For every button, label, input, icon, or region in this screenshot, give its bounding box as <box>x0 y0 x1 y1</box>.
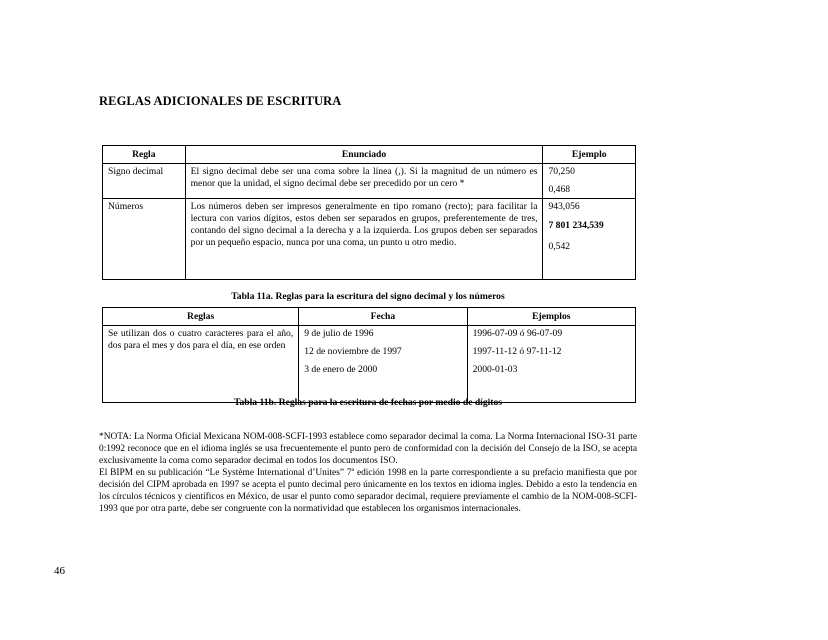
column-header-reglas: Reglas <box>103 308 299 326</box>
ejemplos-cell <box>467 326 635 403</box>
column-header-enunciado: Enunciado <box>185 146 543 164</box>
table-header-row <box>103 308 636 326</box>
date-value: 12 de noviembre de 1997 <box>304 346 402 357</box>
example-value: 0,542 <box>548 241 571 252</box>
example-value: 0,468 <box>548 184 571 195</box>
column-header-regla: Regla <box>103 146 186 164</box>
ejemplo-cell <box>543 164 636 199</box>
page-title: REGLAS ADICIONALES DE ESCRITURA <box>99 94 342 108</box>
example-value: 1996-07-09 ó 96-07-09 <box>472 328 563 339</box>
example-value: 70,250 <box>548 166 575 177</box>
note-paragraph: El BIPM en su publicación “Le Système International d’Unites” 7ª edición 1998 en la parte correspondiente a su prefacio manifiesta que por decisión del CIPM aprobada en 1997 se acepta el punto decimal pero únicamente en los textos en idioma ingles. Debido a esto la tendencia en los círculos técnicos y científicos en México, de usar el punto como separador decimal, requiere previamente el cambio de la NOM-008-SCFI-1993 que por otra parte, debe ser congruente con la normatividad que establecen los organismos internacionales. <box>99 468 637 514</box>
column-header-ejemplo: Ejemplo <box>543 146 636 164</box>
example-value: 943,056 <box>548 201 580 212</box>
table-row <box>103 199 636 280</box>
example-value: 7 801 234,539 <box>548 220 604 231</box>
example-value: 1997-11-12 ó 97-11-12 <box>472 346 562 357</box>
table-row <box>103 164 636 199</box>
ejemplo-cell <box>543 199 636 280</box>
enunciado-cell: Los números deben ser impresos generalmente en tipo romano (recto); para facilitar la lectura con varios dígitos, estos deben ser separados en grupos, preferentemente de tres, contando del signo decimal a la derecha y a la izquierda. Los grupos deben ser separados por un pequeño espacio, nunca por una coma, un punto u otro medio. <box>185 199 543 280</box>
table-caption: Tabla 11b. Reglas para la escritura de fechas por medio de dígitos <box>233 397 503 408</box>
regla-cell: Números <box>103 199 186 280</box>
page-number: 46 <box>54 565 65 577</box>
table-caption: Tabla 11a. Reglas para la escritura del signo decimal y los números <box>231 291 505 302</box>
date-value: 9 de julio de 1996 <box>304 328 374 339</box>
decimal-rules-table <box>102 145 636 280</box>
footnote <box>99 431 637 515</box>
date-value: 3 de enero de 2000 <box>304 364 378 375</box>
fecha-cell <box>299 326 467 403</box>
column-header-ejemplos: Ejemplos <box>467 308 635 326</box>
regla-cell: Signo decimal <box>103 164 186 199</box>
table-header-row <box>103 146 636 164</box>
example-value: 2000-01-03 <box>472 364 518 375</box>
table-row <box>103 326 636 403</box>
note-paragraph: *NOTA: La Norma Oficial Mexicana NOM-008-SCFI-1993 establece como separador decimal la coma. La Norma Internacional ISO-31 parte 0:1992 reconoce que en el idioma inglés se usa frecuentemente el punto pero de conformidad con la decisión del Consejo de la ISO, se acepta exclusivamente la coma como separador decimal en todos los documentos ISO. <box>99 432 637 466</box>
column-header-fecha: Fecha <box>299 308 467 326</box>
reglas-cell: Se utilizan dos o cuatro caracteres para el año, dos para el mes y dos para el día, en ese orden <box>103 326 299 403</box>
enunciado-cell: El signo decimal debe ser una coma sobre la línea (,). Si la magnitud de un número es menor que la unidad, el signo decimal debe ser precedido por un cero * <box>185 164 543 199</box>
date-rules-table <box>102 307 636 403</box>
